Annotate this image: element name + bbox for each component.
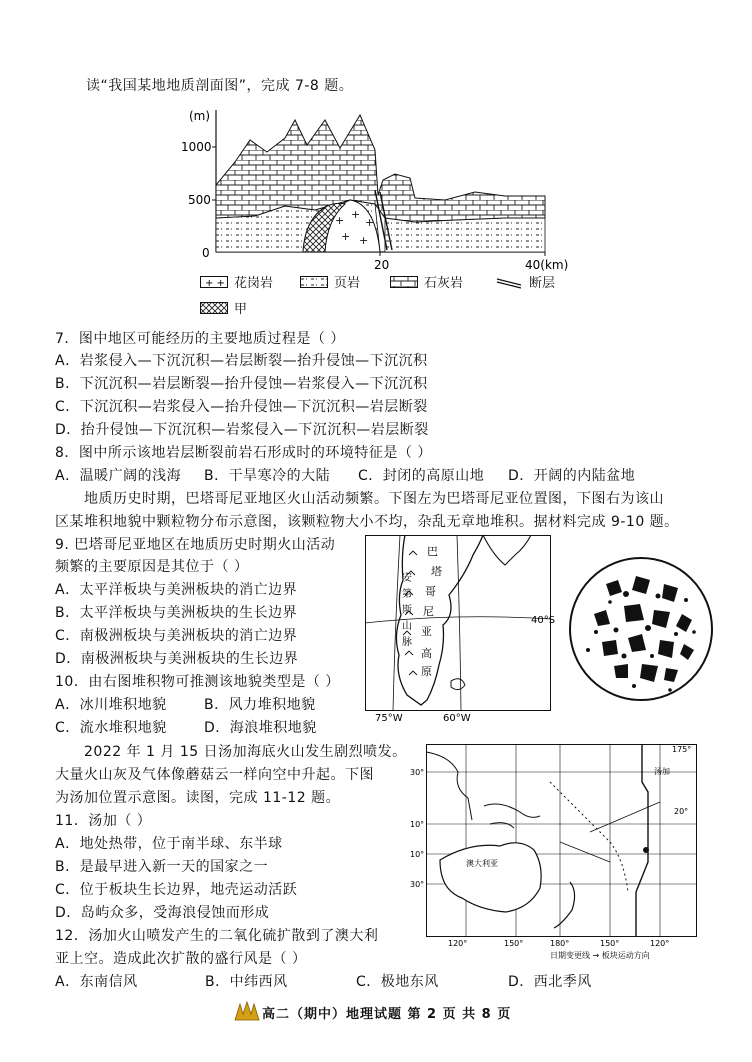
svg-text:40°S: 40°S — [531, 615, 556, 626]
intro-9-10-line1: 地质历史时期，巴塔哥尼亚地区火山活动频繁。下图左为巴塔哥尼亚位置图，下图右为该山 — [84, 491, 664, 507]
footer-logo-icon — [232, 1000, 262, 1022]
svg-text:脉: 脉 — [402, 637, 412, 648]
q9-stem-line2: 频繁的主要原因是其位于（ ） — [55, 559, 249, 575]
patagonia-location-map — [365, 535, 556, 724]
svg-text:原: 原 — [421, 665, 432, 678]
svg-text:哥: 哥 — [425, 585, 436, 598]
intro-11-12-line1: 2022 年 1 月 15 日汤加海底火山发生剧烈喷发。 — [84, 744, 407, 760]
q9-option-d[interactable]: D．南极洲板块与美洲板块的生长边界 — [55, 651, 299, 667]
svg-text:斯: 斯 — [402, 605, 412, 616]
svg-text:150°: 150° — [600, 939, 620, 948]
q8-stem: 8．图中所示该地岩层断裂前岩石形成时的环境特征是（ ） — [55, 445, 432, 461]
q12-option-b[interactable]: B．中纬西风 — [205, 974, 288, 990]
legend-jia: 甲 — [200, 298, 247, 317]
svg-text:120°: 120° — [650, 939, 670, 948]
svg-text:10°: 10° — [410, 820, 425, 829]
q9-option-a[interactable]: A．太平洋板块与美洲板块的消亡边界 — [55, 582, 298, 598]
q11-option-c[interactable]: C．位于板块生长边界，地壳运动活跃 — [55, 882, 298, 898]
q7-stem: 7．图中地区可能经历的主要地质过程是（ ） — [55, 331, 345, 347]
intro-7-8: 读“我国某地地质剖面图”，完成 7-8 题。 — [86, 78, 354, 94]
legend-limestone: 石灰岩 — [390, 272, 463, 291]
q12-stem-line2: 亚上空。造成此次扩散的盛行风是（ ） — [55, 951, 307, 967]
shale-swatch-icon — [300, 276, 328, 288]
intro-11-12-line2: 大量火山灰及气体像蘑菇云一样向空中升起。下图 — [55, 767, 374, 783]
svg-text:+: + — [335, 214, 345, 227]
q9-stem-line1: 9. 巴塔哥尼亚地区在地质历史时期火山活动 — [55, 537, 336, 553]
y-unit-label: (m) — [189, 109, 211, 123]
limestone-swatch-icon — [390, 276, 418, 288]
svg-text:安: 安 — [402, 573, 412, 584]
y-tick-1000: 1000 — [181, 140, 212, 154]
q8-option-b[interactable]: B．干旱寒冷的大陆 — [204, 468, 331, 484]
legend-granite: + + 花岗岩 — [200, 272, 273, 291]
q7-option-b[interactable]: B．下沉沉积—岩层断裂—抬升侵蚀—岩浆侵入—下沉沉积 — [55, 376, 428, 392]
q10-option-b[interactable]: B．风力堆积地貌 — [204, 697, 316, 713]
svg-text:+ +: + + — [205, 277, 225, 289]
svg-text:10°: 10° — [410, 850, 425, 859]
svg-text:175°: 175° — [672, 745, 692, 754]
svg-text:塔: 塔 — [431, 565, 442, 578]
q11-option-a[interactable]: A．地处热带，位于南半球、东半球 — [55, 836, 283, 852]
q10-option-d[interactable]: D．海浪堆积地貌 — [204, 720, 317, 736]
svg-text:20°: 20° — [674, 807, 689, 816]
q7-option-d[interactable]: D．抬升侵蚀—下沉沉积—岩浆侵入—下沉沉积—岩层断裂 — [55, 422, 429, 438]
svg-text:巴: 巴 — [427, 545, 438, 558]
intro-9-10-line2: 区某堆积地貌中颗粒物分布示意图，该颗粒物大小不均，杂乱无章地堆积。据材料完成 9-10 题。 — [55, 514, 679, 530]
svg-text:180°: 180° — [550, 939, 570, 948]
q12-option-c[interactable]: C．极地东风 — [356, 974, 439, 990]
q10-option-a[interactable]: A．冰川堆积地貌 — [55, 697, 167, 713]
q9-option-c[interactable]: C．南极洲板块与美洲板块的消亡边界 — [55, 628, 298, 644]
x-tick-20: 20 — [374, 258, 390, 272]
legend-fault: 断层 — [495, 272, 555, 291]
svg-text:30°: 30° — [410, 880, 425, 889]
lon-60w: 60°W — [443, 713, 471, 724]
q7-option-c[interactable]: C．下沉沉积—岩浆侵入—抬升侵蚀—下沉沉积—岩层断裂 — [55, 399, 428, 415]
q12-option-a[interactable]: A．东南信风 — [55, 974, 138, 990]
tonga-map-legend: 日期变更线 → 板块运动方向 — [550, 951, 650, 960]
svg-text:亚: 亚 — [421, 625, 432, 638]
svg-text:+: + — [351, 208, 361, 221]
lon-75w: 75°W — [375, 713, 403, 724]
svg-text:+: + — [365, 216, 375, 229]
svg-text:30°: 30° — [410, 768, 425, 777]
svg-text:汤加: 汤加 — [654, 767, 670, 776]
svg-text:第: 第 — [402, 589, 412, 600]
q10-option-c[interactable]: C．流水堆积地貌 — [55, 720, 167, 736]
q10-stem: 10．由右图堆积物可推测该地貌类型是（ ） — [55, 674, 340, 690]
q12-stem-line1: 12．汤加火山喷发产生的二氧化硫扩散到了澳大利 — [55, 928, 379, 944]
q9-option-b[interactable]: B．太平洋板块与美洲板块的生长边界 — [55, 605, 298, 621]
svg-text:120°: 120° — [448, 939, 468, 948]
svg-text:尼: 尼 — [423, 605, 434, 618]
q8-option-c[interactable]: C．封闭的高原山地 — [358, 468, 485, 484]
svg-text:高: 高 — [421, 647, 432, 660]
fault-swatch-icon — [495, 276, 523, 288]
q8-option-a[interactable]: A．温暖广阔的浅海 — [55, 468, 182, 484]
svg-text:澳大利亚: 澳大利亚 — [466, 859, 498, 868]
q11-option-b[interactable]: B．是最早进入新一天的国家之一 — [55, 859, 269, 875]
svg-text:山: 山 — [402, 621, 412, 632]
sediment-particle-diagram — [566, 554, 716, 704]
q11-stem: 11．汤加（ ） — [55, 813, 152, 829]
page-footer: 高二（期中）地理试题 第 2 页 共 8 页 — [262, 1007, 512, 1022]
intro-11-12-line3: 为汤加位置示意图。读图，完成 11-12 题。 — [55, 790, 341, 806]
y-tick-500: 500 — [188, 193, 211, 207]
svg-text:150°: 150° — [504, 939, 524, 948]
svg-text:+: + — [359, 234, 369, 247]
q8-option-d[interactable]: D．开阔的内陆盆地 — [508, 468, 636, 484]
q11-option-d[interactable]: D．岛屿众多，受海浪侵蚀而形成 — [55, 905, 270, 921]
y-tick-0: 0 — [202, 246, 210, 260]
q12-option-d[interactable]: D．西北季风 — [508, 974, 592, 990]
jia-swatch-icon — [200, 302, 228, 314]
x-tick-40: 40(km) — [525, 258, 569, 272]
tonga-location-map — [410, 742, 702, 962]
q7-option-a[interactable]: A．岩浆侵入—下沉沉积—岩层断裂—抬升侵蚀—下沉沉积 — [55, 353, 428, 369]
legend-shale: 页岩 — [300, 272, 360, 291]
svg-text:+: + — [341, 230, 351, 243]
granite-swatch-icon — [200, 276, 228, 288]
